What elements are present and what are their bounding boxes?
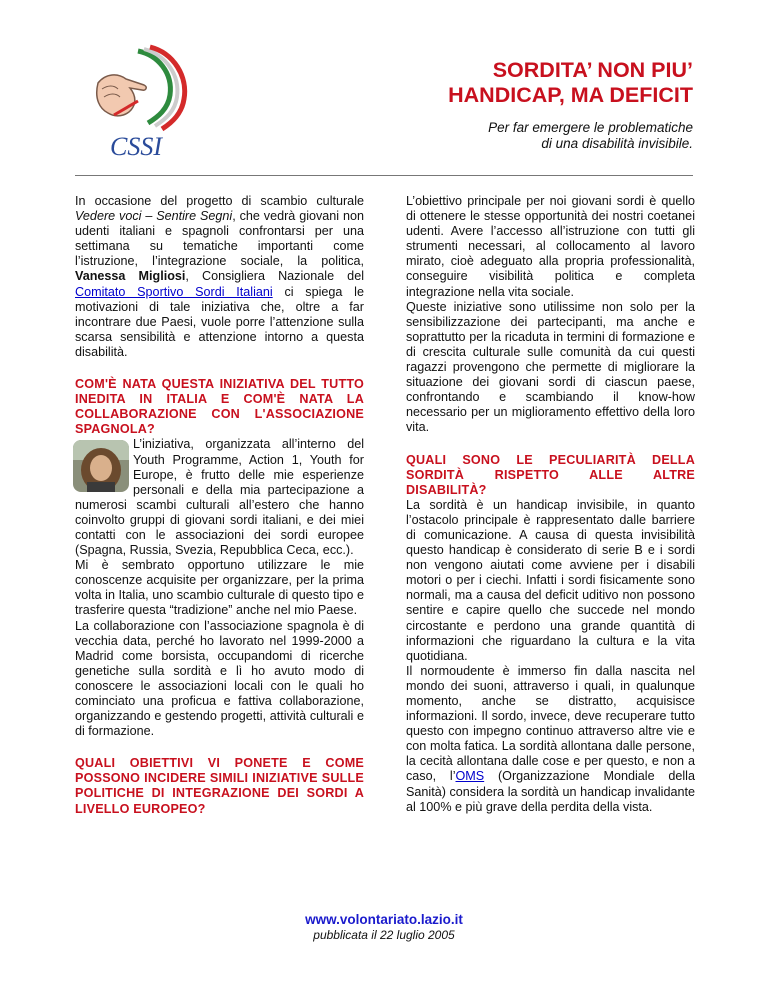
subtitle-line1: Per far emergere le problematiche <box>488 120 693 135</box>
intro-paragraph <box>75 194 364 360</box>
intro-text: ci spiega le motivazioni di tale iniziativa che, oltre a far incontrare due Paesi, vuole porre l’attenzione sulla scarsa sensibilità e attenzione intorno a questa disabilità. <box>75 284 364 359</box>
answer-3-paragraph-2 <box>406 664 695 815</box>
oms-link[interactable]: OMS <box>455 769 485 784</box>
project-name: Vedere voci – Sentire Segni <box>75 209 233 224</box>
portrait-photo <box>73 440 129 492</box>
page-title-line1: SORDITA’ NON PIU’ <box>492 58 693 82</box>
subtitle-line2: di una disabilità invisibile. <box>541 136 693 151</box>
intro-text: , Consigliera Nazionale del <box>185 269 364 284</box>
cssi-link[interactable]: Comitato Sportivo Sordi Italiani <box>75 284 273 299</box>
answer-text: Il normoudente è immerso fin dalla nascita nel mondo dei suoni, attraverso i quali, in qualunque momento, anche se distratto, acquisisce informazioni. Il sordo, invece, deve recuperare tutto questo con impegno continuo attraverso altre vie e con molta fatica. La sordità allontana dalle persone, la cecità allontana dalle cose e per questo, e non a caso, l’ <box>406 663 695 784</box>
person-name: Vanessa Migliosi <box>75 269 186 284</box>
header-divider <box>75 175 693 176</box>
intro-text: , che vedrà giovani non udenti italiani e spagnoli confrontarsi per una settimana su tematiche importanti come l’istruzione, l’integrazione sociale, la politica, <box>75 209 364 269</box>
publication-date: pubblicata il 22 luglio 2005 <box>313 928 455 942</box>
intro-text: In occasione del progetto di scambio culturale <box>75 194 364 208</box>
answer-2-paragraph-1: L’obiettivo principale per noi giovani sordi è quello di ottenere le stesse opportunità dei nostri coetanei udenti. Avere l’accesso all’istruzione con tutti gli strumenti necessari, al collocamento al lavoro mirato, cioè adeguato alla propria professionalità, conseguire visibilità politica e completa integrazione nella vita sociale. <box>406 194 695 299</box>
answer-3-paragraph-1: La sordità è un handicap invisibile, in quanto l’ostacolo principale è rappresentato dalle barriere di comunicazione. A causa di questa invisibilità questo handicap è considerato di serie B e i sordi non vengono aiutati come avviene per i disabili motori o per i ciechi. Infatti i sordi fisicamente sono normali, ma a causa del deficit uditivo non possono sentire e capire quello che succede nel mondo circostante e perdono una grande quantità di informazioni che riguardano la cultura e la vita quotidiana. <box>406 497 695 663</box>
header <box>313 58 693 152</box>
footer <box>0 912 768 942</box>
page-title-line2: HANDICAP, MA DEFICIT <box>448 83 693 107</box>
answer-1-paragraph-1: L’iniziativa, organizzata all’interno del Youth Programme, Action 1, Youth for Europe, è frutto delle mie esperienze personali e della mia partecipazione a numerosi scambi culturali all’estero che hanno coinvolto gruppi di giovani sordi italiani, e dei miei contatti con le associazioni dei sordi europee (Spagna, Russia, Svezia, Repubblica Ceca, ecc.). <box>75 437 364 558</box>
question-1: COM'È NATA QUESTA INIZIATIVA DEL TUTTO INEDITA IN ITALIA E COM'È NATA LA COLLABORAZIONE CON L'ASSOCIAZIONE SPAGNOLA? <box>75 377 364 437</box>
svg-text:CSSI: CSSI <box>110 132 162 161</box>
question-2: QUALI OBIETTIVI VI PONETE E COME POSSONO INCIDERE SIMILI INIZIATIVE SULLE POLITICHE DI INTEGRAZIONE DEI SORDI A LIVELLO EUROPEO? <box>75 756 364 816</box>
footer-url[interactable]: www.volontariato.lazio.it <box>305 912 463 927</box>
answer-1-paragraph-3: La collaborazione con l’associazione spagnola è di vecchia data, perché ho lavorato nel 1999-2000 a Madrid come borsista, occupandomi di ricerche genetiche sulla sordità e lì ho avuto modo di conoscere le associazioni locali con le quali ho cominciato una proficua e fattiva collaborazione, organizzando e gestendo progetti, attività culturali e di formazione. <box>75 618 364 739</box>
left-column <box>75 194 364 817</box>
question-3: QUALI SONO LE PECULIARITÀ DELLA SORDITÀ RISPETTO ALLE ALTRE DISABILITÀ? <box>406 452 695 497</box>
answer-2-paragraph-2: Queste iniziative sono utilissime non solo per la sensibilizzazione dei partecipanti, ma anche e soprattutto per la ricaduta in termini di formazione e di crescita culturale sulle comunità da cui questi ragazzi provengono che permette di migliorare la situazione dei giovani sordi di ciascun paese, confrontando e scambiando il know-how necessario per un miglioramento effettivo della loro vita. <box>406 299 695 435</box>
cssi-logo <box>78 43 198 168</box>
page-subtitle <box>313 120 693 152</box>
answer-1-paragraph-2: Mi è sembrato opportuno utilizzare le mie conoscenze acquisite per organizzare, per la prima volta in Italia, uno scambio culturale di questo tipo e trasferire questa “tradizione” anche nel mio Paese. <box>75 558 364 618</box>
right-column <box>406 194 695 815</box>
answer-text: (Organizzazione Mondiale della Sanità) considera la sordità un handicap invalidante al 100% e più grave della perdita della vista. <box>406 769 695 814</box>
